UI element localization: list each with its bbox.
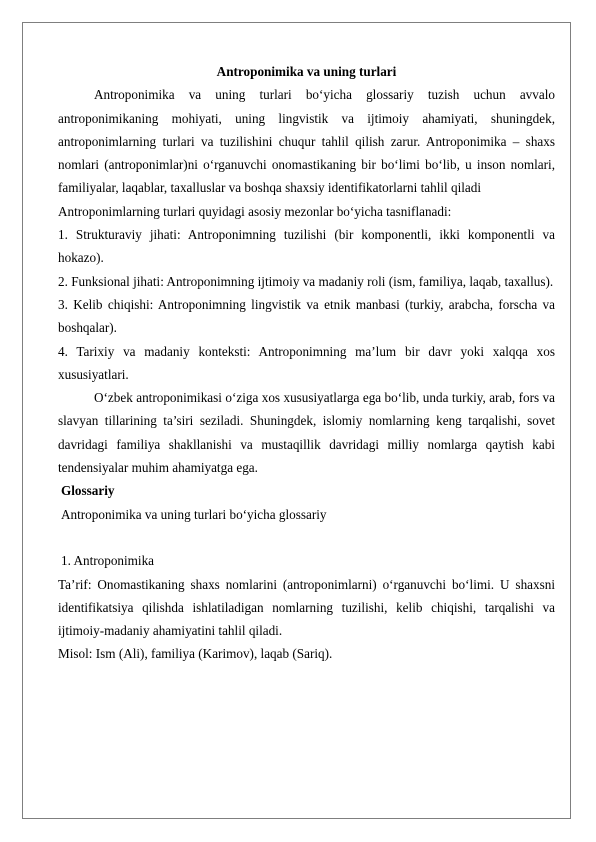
criteria-intro: Antroponimlarning turlari quyidagi asosiy mezonlar bo‘yicha tasniflanadi: — [58, 203, 452, 219]
glossary-entry-term: 1. Antroponimika — [61, 553, 155, 569]
glossary-entry-example: Misol: Ism (Ali), familiya (Karimov), laqab (Sariq). — [58, 646, 333, 662]
intro-paragraph: Antroponimika va uning turlari bo‘yicha glossariy tuzish uchun avvalo antroponimikaning mohiyati, uning lingvistik va ijtimoiy ahamiyati, shuningdek, antroponimlarning turlari va tuzilishini chuqur tahlil qilish zarur. Antroponimika – shaxs nomlari (antroponimlar)ni o‘rganuvchi onomastikaning bir bo‘limi bo‘lib, u inson nomlari, familiyalar, laqablar, taxalluslar va boshqa shaxsiy identifikatorlarni tahlil qiladi — [58, 87, 555, 196]
blank-line — [58, 526, 555, 549]
document-body — [58, 60, 555, 666]
glossary-heading: Glossariy — [61, 483, 115, 499]
glossary-entry-definition: Ta’rif: Onomastikaning shaxs nomlarini (antroponimlarni) o‘rganuvchi bo‘limi. U shaxsni identifikatsiya qilishda ishlatiladigan nomlarning tuzilishi, kelib chiqishi, tarqalishi va ijtimoiy-madaniy ahamiyatini tahlil qiladi. — [58, 576, 555, 639]
criteria-item-1: 1. Strukturaviy jihati: Antroponimning tuzilishi (bir komponentli, ikki komponentli va hokazo). — [58, 227, 555, 266]
document-title: Antroponimika va uning turlari — [216, 64, 397, 79]
criteria-item-3: 3. Kelib chiqishi: Antroponimning lingvistik va etnik manbasi (turkiy, arabcha, forscha va boshqalar). — [58, 296, 555, 336]
glossary-subtitle: Antroponimika va uning turlari bo‘yicha glossariy — [61, 506, 327, 522]
criteria-item-2: 2. Funksional jihati: Antroponimning ijtimoiy va madaniy roli (ism, familiya, laqab, taxallus). — [58, 273, 554, 289]
uzbek-antroponymy-paragraph: O‘zbek antroponimikasi o‘ziga xos xususiyatlarga ega bo‘lib, unda turkiy, arab, fors va slavyan tillarining ta’siri seziladi. Shuningdek, islomiy nomlarning keng tarqalishi, sovet davridagi familiya shakllanishi va mustaqillik davridagi milliy nomlarga qaytish kabi tendensiyalar muhim ahamiyatga ega. — [58, 390, 555, 476]
criteria-item-4: 4. Tarixiy va madaniy konteksti: Antroponimning ma’lum bir davr yoki xalqqa xos xususiyatlari. — [58, 343, 555, 382]
